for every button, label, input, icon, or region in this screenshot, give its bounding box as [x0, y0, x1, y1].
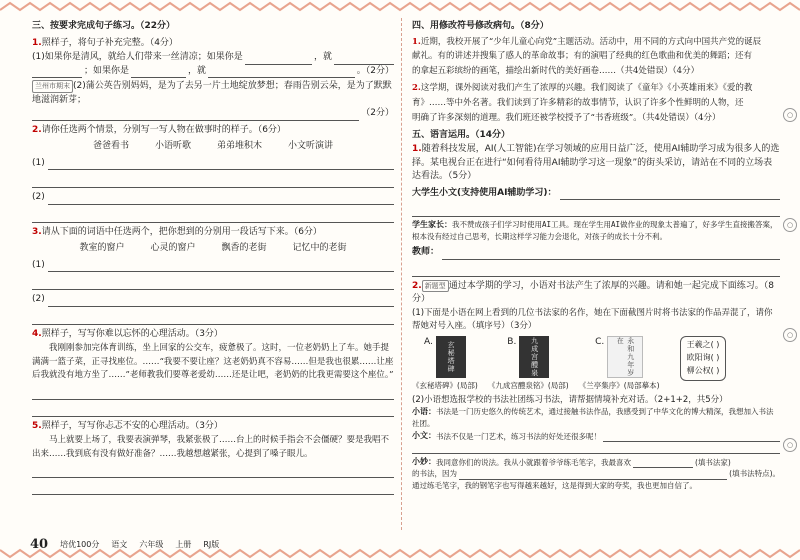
- q1-sub1-line2: ；如果你是 ，就 。（2分）: [32, 65, 394, 79]
- s2-xiaomiao-line3: 通过练毛笔字，我的钢笔字也写得越来越好，这是得到大家的夸奖，我也更加自信了。: [412, 480, 697, 490]
- q1-blank-2[interactable]: [334, 54, 394, 65]
- q1-sub1-line1: (1)如果你是清风，就给人们带来一丝清凉；如果你是 ，就: [32, 51, 394, 65]
- q3-option: 教室的窗户: [79, 243, 125, 253]
- left-column: [32, 18, 394, 530]
- q3-option: 飘香的老街: [221, 243, 267, 253]
- s2-answer-line[interactable]: [412, 444, 780, 454]
- s1-speaker2: 学生家长：我不赞成孩子们学习时使用AI工具。现在学生用AI做作业的现象太普遍了，好多学生直接搬答案，根本没有经过自己思考，长期这样学习能力会退化，对孩子的成长十分不利。: [412, 220, 778, 242]
- q2-option: 小语听歌: [154, 141, 191, 151]
- q2-option: 弟弟堆积木: [217, 141, 263, 151]
- s2-sub2: (2)小语想选报学校的书法社团练习书法，请帮据情境补充对话。（2+1+2，共5分）: [412, 394, 728, 405]
- s1-prompt: 1.随着科技发展，AI(人工智能)在学习领域的应用日益广泛，使用AI辅助学习成为很多人的选择。某电视台正在进行“如何看待用AI辅助学习这一现象”的街头采访，请站在不同的立场表达看法。（5分）: [412, 144, 780, 182]
- q2-prompt: 2.请你任选两个情景，分别写一写人物在做事时的样子。（6分）: [32, 124, 286, 135]
- q4-prompt: 4.照样子，写写你难以忘怀的心理活动。（3分）: [32, 328, 223, 339]
- q2-answer-line[interactable]: [32, 174, 394, 188]
- edition: RJ版: [203, 540, 220, 549]
- r1-item: 1.近期，我校开展了“少年儿童心向党”主题活动。活动中，用不同的方式向中国共产党的诞辰 献礼。有的讲述并搜集了感人的革命故事；有的演唱了经典的红色歌曲和优美的舞蹈；还有 的拿起五彩缤纷的画笔，描绘出新时代的美好画卷……（共4处错误）（4分）: [412, 36, 762, 77]
- calligraphy-image: 九成宫醴泉: [519, 336, 549, 378]
- s2-xiaoyu: 小语：书法是一门历史悠久的传统艺术，通过接触书法作品，我感受到了中华文化的博大精深，我想加入书法社团。: [412, 407, 774, 429]
- calligraphy-work-c: C. 永和九年岁在 《兰亭集序》(局部摹本): [578, 337, 660, 391]
- margin-marker-icon: ○: [783, 328, 797, 342]
- q1-sub2: 兰州市期末 (2)蒲公英告别妈妈，是为了去另一片土地绽放梦想；春雨告别云朵，是为了默默地滋润新芽；: [32, 81, 392, 105]
- q1-blank-4[interactable]: [131, 67, 186, 78]
- q3-answer-1[interactable]: (1): [32, 259, 394, 273]
- q2-answer-1[interactable]: (1): [32, 157, 394, 171]
- page-number: 40: [30, 537, 49, 552]
- s2-calligrapher-blank[interactable]: [633, 457, 693, 468]
- s2-xiaomiao-line2: 的书法，因为 (填书法特点)。: [412, 469, 780, 479]
- q3-answer-2[interactable]: (2): [32, 293, 394, 307]
- s1-answer-line[interactable]: [412, 203, 780, 217]
- q2-option: 小文听演讲: [288, 141, 334, 151]
- q1-blank-1[interactable]: [245, 54, 312, 65]
- q3-answer-line[interactable]: [32, 311, 394, 325]
- q1-source-tag: 兰州市期末: [32, 80, 73, 93]
- s2-prompt: 2. 新题型 通过本学期的学习，小语对书法产生了浓厚的兴趣。请和她一起完成下面练习。（8分）: [412, 280, 774, 305]
- q3-option: 心灵的窗户: [150, 243, 196, 253]
- term: 上册: [175, 540, 192, 549]
- q2-answer-line[interactable]: [32, 209, 394, 223]
- q1-sub2-answer: （2分）: [32, 107, 394, 121]
- calligraphy-work-a: A. 玄秘塔碑 《玄秘塔碑》(局部): [412, 337, 478, 391]
- q4-passage: 我刚刚参加完体育训练，坐上回家的公交车，疲惫极了。这时，一位老奶奶上了车。她手提满满一篮子菜，正寻找座位。……“我要不要让座？这老奶奶真不容易……但是我也很累……让座后我就没有地方坐了……”老师教我们要尊老爱幼……还是让吧，老奶奶的比我更需要这个座位。”: [32, 343, 394, 381]
- calligraphy-row: [412, 336, 780, 391]
- section5-title: 五、语言运用。（14分）: [412, 129, 511, 140]
- section3-title: 三、按要求完成句子练习。（22分）: [32, 21, 176, 31]
- right-column: [412, 18, 780, 530]
- q2-option: 爸爸看书: [92, 141, 129, 151]
- page-footer: [30, 537, 219, 552]
- q3-prompt: 3.请从下面的词语中任选两个，把你想到的分别用一段话写下来。（6分）: [32, 226, 322, 237]
- calligraphy-work-b: B. 九成宫醴泉 《九成宫醴泉铭》(局部): [487, 337, 569, 391]
- q1-blank-3[interactable]: [32, 67, 82, 78]
- s2-feature-blank[interactable]: [459, 469, 727, 480]
- margin-marker-icon: ○: [783, 438, 797, 452]
- q5-answer-line[interactable]: [32, 464, 394, 478]
- s2-sub1: (1)下面是小语在网上看到的几位书法家的名作，她在下面截图片时将书法家的作品弄混了，请你帮她对号入座。（填序号）（3分）: [412, 307, 773, 331]
- margin-marker-icon: ○: [783, 218, 797, 232]
- q3-option: 记忆中的老街: [292, 243, 347, 253]
- s1-answer-line[interactable]: [412, 263, 780, 277]
- q2-options: [32, 140, 394, 154]
- calligrapher-match-box[interactable]: 王羲之( ) 欧阳询( ) 柳公权( ): [680, 336, 727, 380]
- q3-options: [32, 242, 394, 256]
- q1-blank-6[interactable]: [32, 110, 359, 121]
- grade: 六年级: [139, 540, 164, 549]
- calligraphy-image: 玄秘塔碑: [436, 336, 466, 378]
- margin-markers: [782, 60, 798, 500]
- margin-marker-icon: ○: [783, 108, 797, 122]
- calligraphy-image: 永和九年岁在: [607, 336, 643, 378]
- q3-answer-line[interactable]: [32, 276, 394, 290]
- r2-item: 2.这学期，课外阅读对我们产生了浓厚的兴趣。我们阅读了《童年》《小英雄雨来》《爱的教 育》……等中外名著。我们读到了许多精彩的故事情节，认识了许多个性鲜明的人物，还 明确了许多深刻的道理。我们班还被学校授予了“书香班级”。（共4处错误）（4分）: [412, 83, 753, 123]
- q5-answer-line[interactable]: [32, 481, 394, 495]
- s1-teacher-answer[interactable]: 教师：: [412, 246, 780, 260]
- q4-answer-line[interactable]: [32, 386, 394, 400]
- s1-speaker1-answer[interactable]: 大学生小文(支持使用AI辅助学习)：: [412, 187, 780, 201]
- section4-title: 四、用修改符号修改病句。（8分）: [412, 21, 549, 31]
- series-name: 培优100分: [60, 540, 100, 549]
- q2-answer-2[interactable]: (2): [32, 191, 394, 205]
- subject: 语文: [111, 540, 128, 549]
- q4-answer-line[interactable]: [32, 403, 394, 417]
- column-divider: [401, 18, 402, 530]
- q1-blank-5[interactable]: [208, 67, 355, 78]
- top-zigzag-border: [0, 0, 800, 14]
- q1-prompt: 1.照样子，将句子补充完整。（4分）: [32, 37, 178, 48]
- s2-xiaowen-blank[interactable]: [603, 431, 780, 442]
- q5-passage: 马上就要上场了，我要表演弹琴，我紧张极了……台上的时候手指会不会僵硬？要是我唱不出来……我到底有没有做好准备？……我越想越紧张，心提到了嗓子眼儿。: [32, 435, 390, 459]
- s2-xiaomiao: 小妙： 我同意你们的说法。我从小就跟着爷爷练毛笔字，我最喜欢 (填书法家): [412, 457, 731, 467]
- s2-xiaowen: 小文： 书法不仅是一门艺术，练习书法的好处还很多呢！: [412, 430, 780, 442]
- q5-prompt: 5.照样子，写写你忐忑不安的心理活动。（3分）: [32, 420, 223, 431]
